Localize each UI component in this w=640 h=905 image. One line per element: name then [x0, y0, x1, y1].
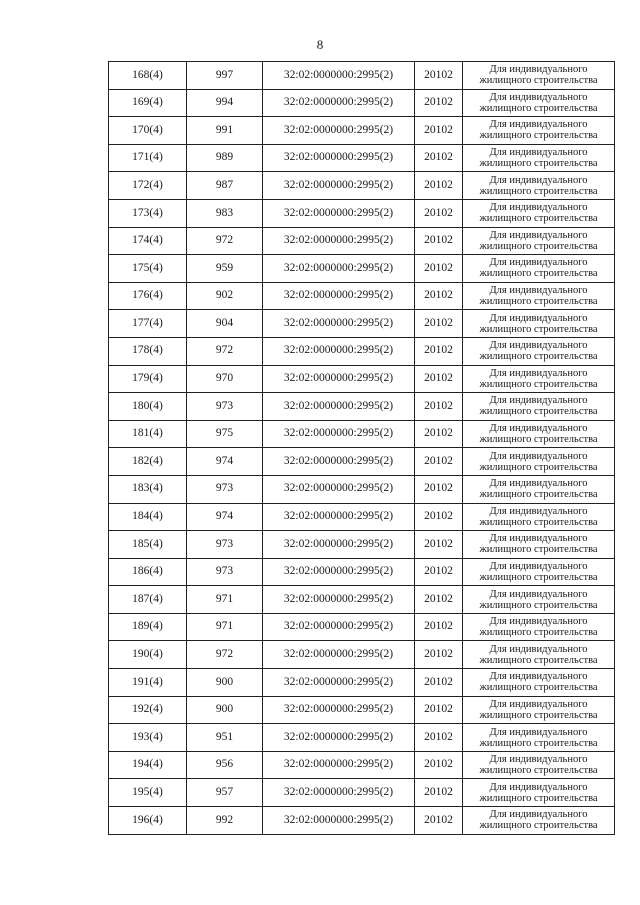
cadastral-number-cell: 32:02:0000000:2995(2)	[263, 696, 415, 724]
table-row	[109, 586, 615, 614]
plot-number-cell: 171(4)	[109, 144, 187, 172]
plot-number-cell: 179(4)	[109, 365, 187, 393]
cadastral-number-cell: 32:02:0000000:2995(2)	[263, 531, 415, 559]
plot-number-cell: 182(4)	[109, 448, 187, 476]
table-row	[109, 365, 615, 393]
permitted-use-cell: Для индивидуального жилищного строительства	[463, 503, 615, 531]
plot-number-cell: 195(4)	[109, 779, 187, 807]
use-code-cell: 20102	[415, 779, 463, 807]
use-code-cell: 20102	[415, 227, 463, 255]
plot-number-cell: 170(4)	[109, 117, 187, 145]
table-row	[109, 669, 615, 697]
area-cell: 902	[187, 282, 263, 310]
table-row	[109, 310, 615, 338]
plot-number-cell: 196(4)	[109, 807, 187, 835]
permitted-use-cell: Для индивидуального жилищного строительства	[463, 89, 615, 117]
table-row	[109, 558, 615, 586]
cadastral-number-cell: 32:02:0000000:2995(2)	[263, 199, 415, 227]
table-row	[109, 227, 615, 255]
area-cell: 983	[187, 199, 263, 227]
use-code-cell: 20102	[415, 89, 463, 117]
table-row	[109, 807, 615, 835]
use-code-cell: 20102	[415, 613, 463, 641]
area-cell: 975	[187, 420, 263, 448]
area-cell: 957	[187, 779, 263, 807]
table-row	[109, 117, 615, 145]
table-row	[109, 641, 615, 669]
permitted-use-cell: Для индивидуального жилищного строительства	[463, 393, 615, 421]
use-code-cell: 20102	[415, 531, 463, 559]
permitted-use-cell: Для индивидуального жилищного строительства	[463, 62, 615, 90]
table-row	[109, 420, 615, 448]
cadastral-number-cell: 32:02:0000000:2995(2)	[263, 227, 415, 255]
use-code-cell: 20102	[415, 420, 463, 448]
permitted-use-cell: Для индивидуального жилищного строительства	[463, 448, 615, 476]
plot-number-cell: 187(4)	[109, 586, 187, 614]
permitted-use-cell: Для индивидуального жилищного строительства	[463, 475, 615, 503]
cadastral-number-cell: 32:02:0000000:2995(2)	[263, 475, 415, 503]
plot-number-cell: 190(4)	[109, 641, 187, 669]
table-row	[109, 779, 615, 807]
cadastral-number-cell: 32:02:0000000:2995(2)	[263, 724, 415, 752]
area-cell: 971	[187, 613, 263, 641]
permitted-use-cell: Для индивидуального жилищного строительства	[463, 255, 615, 283]
plot-number-cell: 193(4)	[109, 724, 187, 752]
cadastral-number-cell: 32:02:0000000:2995(2)	[263, 669, 415, 697]
area-cell: 973	[187, 393, 263, 421]
cadastral-number-cell: 32:02:0000000:2995(2)	[263, 62, 415, 90]
area-cell: 972	[187, 641, 263, 669]
plot-number-cell: 178(4)	[109, 337, 187, 365]
cadastral-number-cell: 32:02:0000000:2995(2)	[263, 144, 415, 172]
permitted-use-cell: Для индивидуального жилищного строительства	[463, 779, 615, 807]
table-row	[109, 393, 615, 421]
table-row	[109, 448, 615, 476]
table-row	[109, 62, 615, 90]
area-cell: 973	[187, 475, 263, 503]
plot-number-cell: 175(4)	[109, 255, 187, 283]
table-row	[109, 255, 615, 283]
plot-number-cell: 177(4)	[109, 310, 187, 338]
use-code-cell: 20102	[415, 807, 463, 835]
use-code-cell: 20102	[415, 337, 463, 365]
area-cell: 971	[187, 586, 263, 614]
area-cell: 992	[187, 807, 263, 835]
cadastral-number-cell: 32:02:0000000:2995(2)	[263, 337, 415, 365]
permitted-use-cell: Для индивидуального жилищного строительства	[463, 227, 615, 255]
use-code-cell: 20102	[415, 475, 463, 503]
permitted-use-cell: Для индивидуального жилищного строительства	[463, 807, 615, 835]
table-row	[109, 337, 615, 365]
plot-number-cell: 184(4)	[109, 503, 187, 531]
use-code-cell: 20102	[415, 724, 463, 752]
table-row	[109, 144, 615, 172]
area-cell: 991	[187, 117, 263, 145]
cadastral-number-cell: 32:02:0000000:2995(2)	[263, 420, 415, 448]
use-code-cell: 20102	[415, 641, 463, 669]
cadastral-number-cell: 32:02:0000000:2995(2)	[263, 613, 415, 641]
plot-number-cell: 174(4)	[109, 227, 187, 255]
table-row	[109, 475, 615, 503]
permitted-use-cell: Для индивидуального жилищного строительства	[463, 586, 615, 614]
table-row	[109, 172, 615, 200]
table-row	[109, 531, 615, 559]
area-cell: 900	[187, 696, 263, 724]
use-code-cell: 20102	[415, 393, 463, 421]
cadastral-number-cell: 32:02:0000000:2995(2)	[263, 503, 415, 531]
area-cell: 974	[187, 503, 263, 531]
permitted-use-cell: Для индивидуального жилищного строительства	[463, 613, 615, 641]
table-row	[109, 751, 615, 779]
use-code-cell: 20102	[415, 172, 463, 200]
area-cell: 997	[187, 62, 263, 90]
permitted-use-cell: Для индивидуального жилищного строительства	[463, 117, 615, 145]
area-cell: 904	[187, 310, 263, 338]
permitted-use-cell: Для индивидуального жилищного строительства	[463, 558, 615, 586]
area-cell: 970	[187, 365, 263, 393]
plot-number-cell: 186(4)	[109, 558, 187, 586]
table-row	[109, 89, 615, 117]
cadastral-number-cell: 32:02:0000000:2995(2)	[263, 779, 415, 807]
plot-number-cell: 181(4)	[109, 420, 187, 448]
cadastral-number-cell: 32:02:0000000:2995(2)	[263, 282, 415, 310]
permitted-use-cell: Для индивидуального жилищного строительства	[463, 669, 615, 697]
use-code-cell: 20102	[415, 448, 463, 476]
area-cell: 956	[187, 751, 263, 779]
use-code-cell: 20102	[415, 558, 463, 586]
table-row	[109, 613, 615, 641]
cadastral-number-cell: 32:02:0000000:2995(2)	[263, 807, 415, 835]
cadastral-number-cell: 32:02:0000000:2995(2)	[263, 586, 415, 614]
area-cell: 989	[187, 144, 263, 172]
plot-number-cell: 173(4)	[109, 199, 187, 227]
permitted-use-cell: Для индивидуального жилищного строительства	[463, 751, 615, 779]
plot-number-cell: 185(4)	[109, 531, 187, 559]
plot-number-cell: 194(4)	[109, 751, 187, 779]
permitted-use-cell: Для индивидуального жилищного строительства	[463, 282, 615, 310]
cadastral-number-cell: 32:02:0000000:2995(2)	[263, 393, 415, 421]
area-cell: 973	[187, 531, 263, 559]
plot-number-cell: 172(4)	[109, 172, 187, 200]
plot-number-cell: 189(4)	[109, 613, 187, 641]
cadastral-number-cell: 32:02:0000000:2995(2)	[263, 558, 415, 586]
use-code-cell: 20102	[415, 751, 463, 779]
land-plots-table-container	[108, 61, 614, 835]
area-cell: 972	[187, 227, 263, 255]
permitted-use-cell: Для индивидуального жилищного строительства	[463, 337, 615, 365]
permitted-use-cell: Для индивидуального жилищного строительства	[463, 531, 615, 559]
plot-number-cell: 191(4)	[109, 669, 187, 697]
area-cell: 973	[187, 558, 263, 586]
cadastral-number-cell: 32:02:0000000:2995(2)	[263, 117, 415, 145]
table-row	[109, 199, 615, 227]
use-code-cell: 20102	[415, 144, 463, 172]
plot-number-cell: 176(4)	[109, 282, 187, 310]
cadastral-number-cell: 32:02:0000000:2995(2)	[263, 641, 415, 669]
cadastral-number-cell: 32:02:0000000:2995(2)	[263, 310, 415, 338]
permitted-use-cell: Для индивидуального жилищного строительства	[463, 420, 615, 448]
permitted-use-cell: Для индивидуального жилищного строительства	[463, 144, 615, 172]
permitted-use-cell: Для индивидуального жилищного строительства	[463, 310, 615, 338]
permitted-use-cell: Для индивидуального жилищного строительства	[463, 199, 615, 227]
use-code-cell: 20102	[415, 62, 463, 90]
use-code-cell: 20102	[415, 199, 463, 227]
plot-number-cell: 168(4)	[109, 62, 187, 90]
use-code-cell: 20102	[415, 669, 463, 697]
permitted-use-cell: Для индивидуального жилищного строительства	[463, 365, 615, 393]
area-cell: 994	[187, 89, 263, 117]
use-code-cell: 20102	[415, 117, 463, 145]
plot-number-cell: 180(4)	[109, 393, 187, 421]
permitted-use-cell: Для индивидуального жилищного строительства	[463, 696, 615, 724]
use-code-cell: 20102	[415, 696, 463, 724]
cadastral-number-cell: 32:02:0000000:2995(2)	[263, 751, 415, 779]
cadastral-number-cell: 32:02:0000000:2995(2)	[263, 172, 415, 200]
cadastral-number-cell: 32:02:0000000:2995(2)	[263, 365, 415, 393]
land-plots-table	[108, 61, 615, 835]
table-row	[109, 724, 615, 752]
area-cell: 951	[187, 724, 263, 752]
cadastral-number-cell: 32:02:0000000:2995(2)	[263, 255, 415, 283]
permitted-use-cell: Для индивидуального жилищного строительства	[463, 172, 615, 200]
area-cell: 972	[187, 337, 263, 365]
cadastral-number-cell: 32:02:0000000:2995(2)	[263, 89, 415, 117]
use-code-cell: 20102	[415, 503, 463, 531]
use-code-cell: 20102	[415, 586, 463, 614]
permitted-use-cell: Для индивидуального жилищного строительства	[463, 724, 615, 752]
page-number: 8	[316, 37, 324, 52]
table-body	[109, 62, 615, 835]
area-cell: 987	[187, 172, 263, 200]
table-row	[109, 696, 615, 724]
plot-number-cell: 169(4)	[109, 89, 187, 117]
table-row	[109, 282, 615, 310]
use-code-cell: 20102	[415, 310, 463, 338]
plot-number-cell: 192(4)	[109, 696, 187, 724]
cadastral-number-cell: 32:02:0000000:2995(2)	[263, 448, 415, 476]
area-cell: 900	[187, 669, 263, 697]
use-code-cell: 20102	[415, 282, 463, 310]
plot-number-cell: 183(4)	[109, 475, 187, 503]
permitted-use-cell: Для индивидуального жилищного строительства	[463, 641, 615, 669]
area-cell: 974	[187, 448, 263, 476]
use-code-cell: 20102	[415, 365, 463, 393]
area-cell: 959	[187, 255, 263, 283]
use-code-cell: 20102	[415, 255, 463, 283]
table-row	[109, 503, 615, 531]
